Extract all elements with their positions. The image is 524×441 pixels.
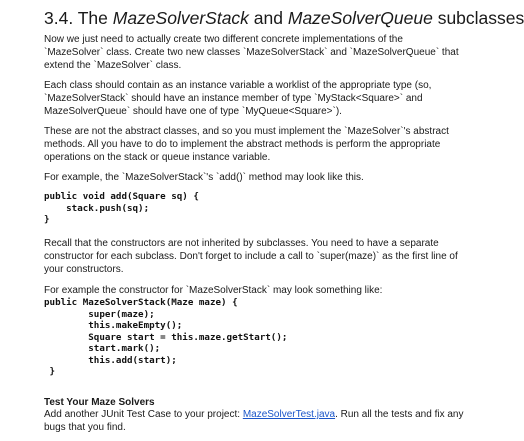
section-heading xyxy=(44,7,524,29)
abstract-methods-paragraph: These are not the abstract classes, and so you must implement the `MazeSolver`'s abstract methods. All you have to do to implement the abstract methods is perform the appropriate operations on the stack or queue instance variable. xyxy=(44,126,449,163)
test-section-paragraph xyxy=(44,408,464,434)
instance-variable-paragraph: Each class should contain as an instance variable a worklist of the appropriate type (so, `MazeSolverStack` should have an instance member of type `MyStack<Square>` and MazeSolverQueue` should have one of type `MyQueue<Square>`). xyxy=(44,80,432,117)
test-section-heading: Test Your Maze Solvers xyxy=(44,397,155,408)
heading-and: and xyxy=(248,8,288,28)
constructor-code-block: public MazeSolverStack(Maze maze) { super(maze); this.makeEmpty(); Square start = this.maze.getStart(); start.mark(); this.add(start); } xyxy=(44,297,288,377)
test-text-before-link: Add another JUnit Test Case to your project: xyxy=(44,409,243,420)
constructor-example-paragraph: For example the constructor for `MazeSolverStack` may look something like: xyxy=(44,285,383,296)
test-text-after-link: . Run all the tests and fix any bugs that you find. xyxy=(44,409,464,433)
mazesolvertest-link[interactable]: MazeSolverTest.java xyxy=(242,409,336,420)
add-example-paragraph: For example, the `MazeSolverStack`'s `add()` method may look like this. xyxy=(44,172,364,183)
heading-suffix: subclasses xyxy=(432,8,524,28)
heading-number: 3.4. The xyxy=(44,8,113,28)
constructors-paragraph: Recall that the constructors are not inherited by subclasses. You need to have a separate constructor for each subclass. Don't forget to include a call to `super(maze)` as the first line of your constructors. xyxy=(44,238,458,275)
add-method-code-block: public void add(Square sq) { stack.push(sq); } xyxy=(44,191,199,225)
heading-class-stack: MazeSolverStack xyxy=(112,8,249,28)
heading-class-queue: MazeSolverQueue xyxy=(287,8,433,28)
intro-paragraph: Now we just need to actually create two different concrete implementations of the `MazeSolver` class. Create two new classes `MazeSolverStack` and `MazeSolverQueue` that extend the `MazeSolver` class. xyxy=(44,34,459,71)
